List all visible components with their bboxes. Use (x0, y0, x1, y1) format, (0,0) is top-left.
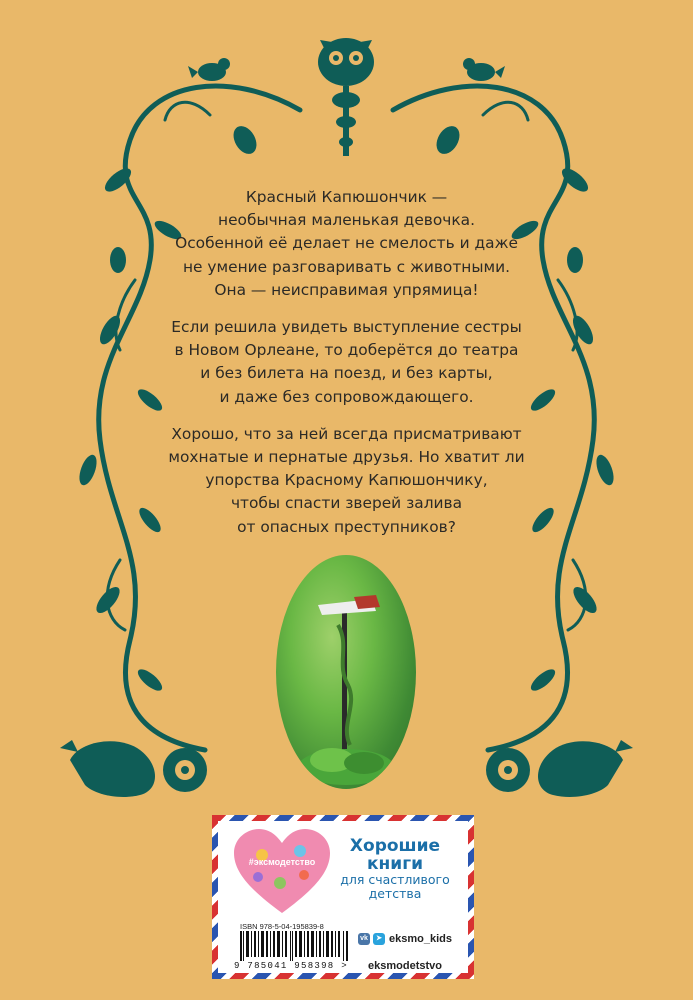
blurb-paragraph-3 (110, 423, 583, 539)
blurb-line: Хорошо, что за ней всегда присматривают (171, 424, 522, 443)
blurb-line: в Новом Орлеане, то доберётся до театра (174, 341, 519, 360)
blurb-line: упорства Красному Капюшончику, (205, 471, 488, 490)
slogan-line: детства (368, 886, 422, 901)
hashtag-label: #эксмодетство (248, 857, 316, 867)
telegram-icon: ➤ (373, 933, 385, 945)
blurb-paragraph-1 (110, 186, 583, 302)
publisher-sticker (212, 815, 474, 979)
book-blurb (110, 186, 583, 553)
blurb-line: мохнатые и пернатые друзья. Но хватит ли (168, 448, 525, 467)
signpost-illustration (276, 555, 416, 789)
signpost-drawing (276, 555, 416, 789)
blurb-line: и без билета на поезд, и без карты, (200, 364, 493, 383)
slogan (330, 837, 460, 901)
isbn-label: ISBN 978-5-04-195839-8 (240, 922, 324, 931)
blurb-line: Красный Капюшончик — (245, 188, 448, 206)
barcode-digits: 9 785041 958398 > (234, 961, 348, 971)
slogan-line: Хорошие (349, 836, 441, 856)
blurb-line: от опасных преступников? (237, 517, 456, 536)
website-handle: eksmodetstvo (368, 960, 442, 972)
blurb-line: чтобы спасти зверей залива (230, 494, 463, 513)
blurb-line: Если решила увидеть выступление сестры (171, 318, 522, 337)
vk-icon: vk (358, 933, 370, 945)
slogan-line: для счастливого (340, 872, 450, 887)
social-handle: eksmo_kids (389, 933, 452, 945)
sticker-body (218, 821, 468, 973)
blurb-line: необычная маленькая девочка. (218, 211, 475, 230)
social-links (358, 933, 468, 949)
heart-logo-icon (232, 827, 332, 917)
barcode (240, 931, 348, 961)
slogan-line: книги (367, 854, 423, 874)
blurb-line: Она — неисправимая упрямица! (214, 280, 479, 299)
blurb-line: не умение разговаривать с животными. (182, 257, 511, 276)
blurb-line: и даже без сопровождающего. (219, 387, 474, 406)
blurb-paragraph-2 (110, 316, 583, 409)
blurb-line: Особенной её делает не смелость и даже (175, 234, 518, 253)
